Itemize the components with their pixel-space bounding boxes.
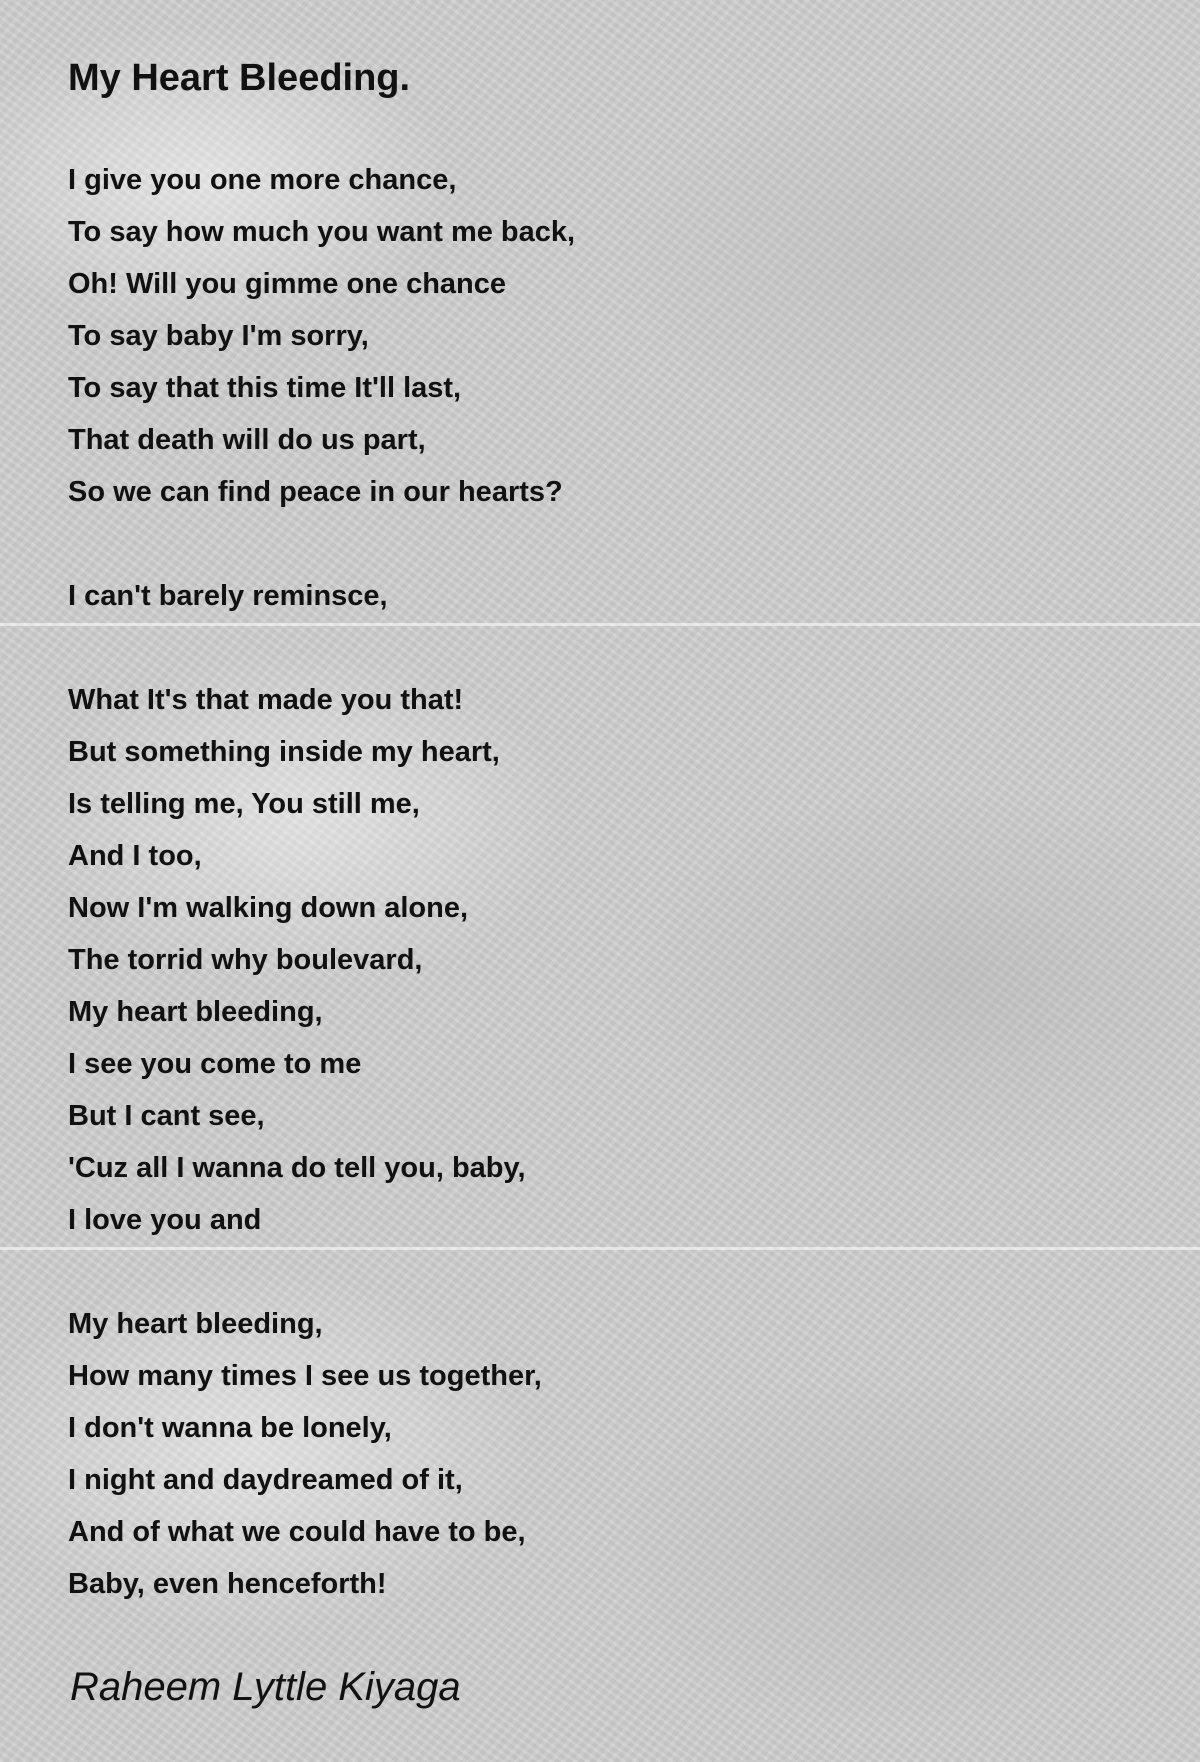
poem-line: How many times I see us together, <box>68 1360 542 1392</box>
poem-line: What It's that made you that! <box>68 684 464 716</box>
poem-body <box>68 154 1148 1610</box>
poem-line: To say baby I'm sorry, <box>68 320 369 352</box>
poem-line: So we can find peace in our hearts? <box>68 476 563 508</box>
stanza-break <box>68 518 1148 570</box>
poem-line: Oh! Will you gimme one chance <box>68 268 507 300</box>
stanza-break <box>68 622 1148 674</box>
poem-line: I see you come to me <box>68 1048 362 1080</box>
poem-line: I can't barely reminsce, <box>68 580 388 612</box>
poem-line: Baby, even henceforth! <box>68 1568 387 1600</box>
poem-content <box>68 54 1148 1610</box>
poem-line: My heart bleeding, <box>68 996 323 1028</box>
poem-line: My heart bleeding, <box>68 1308 323 1340</box>
poem-title: My Heart Bleeding. <box>68 57 411 99</box>
poem-line: Now I'm walking down alone, <box>68 892 469 924</box>
poem-line: But I cant see, <box>68 1100 265 1132</box>
poem-line: The torrid why boulevard, <box>68 944 423 976</box>
poem-line: 'Cuz all I wanna do tell you, baby, <box>68 1152 526 1184</box>
poem-line: That death will do us part, <box>68 424 426 456</box>
poem-line: Is telling me, You still me, <box>68 788 420 820</box>
poem-line: I don't wanna be lonely, <box>68 1412 392 1444</box>
poem-line: To say that this time It'll last, <box>68 372 462 404</box>
poem-line: But something inside my heart, <box>68 736 500 768</box>
poem-line: And I too, <box>68 840 202 872</box>
poem-line: To say how much you want me back, <box>68 216 576 248</box>
poem-line: And of what we could have to be, <box>68 1516 526 1548</box>
poem-line: I love you and <box>68 1204 262 1236</box>
poem-line: I give you one more chance, <box>68 164 457 196</box>
poem-line: I night and daydreamed of it, <box>68 1464 463 1496</box>
stanza-break <box>68 1246 1148 1298</box>
poem-author: Raheem Lyttle Kiyaga <box>70 1665 461 1709</box>
